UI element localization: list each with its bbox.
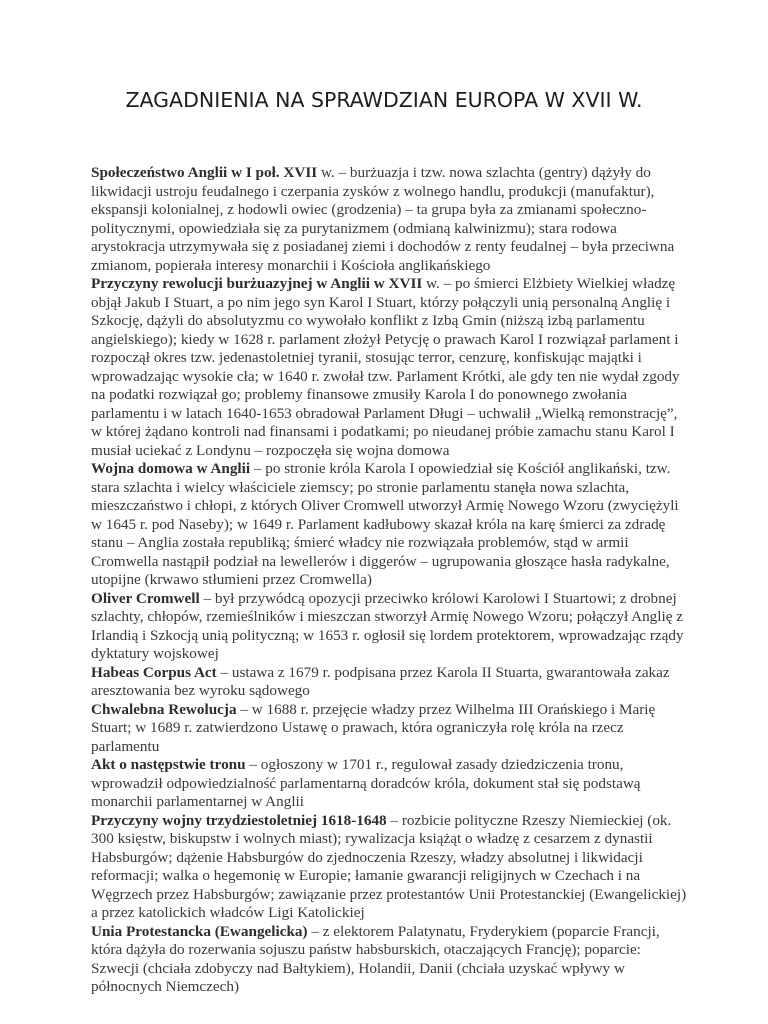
paragraph-habeas-corpus [91,664,691,701]
paragraph-text: – burżuazja i tzw. nowa szlachta (gentry) dążyły do likwidacji ustroju feudalnego i czerpania zysków z wolnego handlu, produkcji (manufaktur), ekspansji kolonialnej, z hodowli owiec (grodzenia) – ta grupa była za zmianami społeczno-politycznymi, opowiedziała się za purytanizmem (odmianą kalwinizmu); stara rodowa arystokracja utrzymywała się z posiadanej ziemi i dochodów z renty feudalnej – była przeciwna zmianom, popierała interesy monarchii i Kościoła anglikańskiego [91,164,675,274]
paragraph-wojna-trzydziestoletnia [91,812,691,923]
term-connector: w. [422,275,440,292]
term-heading: Oliver Cromwell [91,589,200,607]
paragraph-text: – z elektorem Palatynatu, Fryderykiem (poparcie Francji, która dążyła do rozerwania sojuszu państw habsburskich, otaczających Francję); poparcie: Szwecji (chciała zdobyczy nad Bałtykiem), Holandii, Danii (chciała uzyskać wpływy w północnych Niemczech) [91,922,660,995]
paragraph-wojna-domowa [91,460,691,590]
term-heading: Przyczyny wojny trzydziestoletniej 1618-1648 [91,811,387,829]
term-heading: Unia Protestancka (Ewangelicka) [91,922,308,940]
term-heading: Społeczeństwo Anglii w I poł. XVII [91,164,318,181]
paragraph-unia-protestancka [91,923,691,997]
paragraph-text: – w 1688 r. przejęcie władzy przez Wilhelma III Orańskiego i Marię Stuart; w 1689 r. zatwierdzono Ustawę o prawach, która ograniczyła rolę króla na rzecz parlamentu [91,700,656,755]
paragraph-oliver-cromwell [91,590,691,664]
paragraph-chwalebna-rewolucja [91,701,691,757]
term-heading: Akt o następstwie tronu [91,756,246,773]
paragraph-text: – po śmierci Elżbiety Wielkiej władzę objął Jakub I Stuart, a po nim jego syn Karol I Stuart, którzy połączyli unią personalną Anglię i Szkocję, dążyli do absolutyzmu co wywołało konflikt z Izbą Gmin (niższą izbą parlamentu angielskiego); kiedy w 1628 r. parlament złożył Petycję o prawach Karol I rozwiązał parlament i rozpoczął okres tzw. jedenastoletniej tyranii, stosując terror, cenzurę, konfiskując majątki i wprowadzając wysokie cła; w 1640 r. zwołał tzw. Parlament Krótki, ale gdy ten nie wydał zgody na podatki rozwiązał go; problemy finansowe zmusiły Karola I do ponownego zwołania parlamentu i w latach 1640-1653 obradował Parlament Długi – uchwalił „Wielką remonstrację”, w której żądano kontroli nad finansami i podatkami; po nieudanej próbie zamachu stanu Karol I musiał uciekać z Londynu – rozpoczęła się wojna domowa [91,275,680,459]
document-title: ZAGADNIENIA NA SPRAWDZIAN EUROPA W XVII W. [125,88,643,112]
paragraph-text: – ogłoszony w 1701 r., regulował zasady dziedziczenia tronu, wprowadził odpowiedzialność parlamentarną doradców króla, dokument stał się podstawą monarchii parlamentarnej w Anglii [91,756,641,810]
paragraph-spoleczenstwo-anglii [91,164,691,275]
paragraph-text: – rozbicie polityczne Rzeszy Niemieckiej (ok. 300 księstw, biskupstw i wolnych miast); rywalizacja książąt o władzę z cesarzem z dynastii Habsburgów; dążenie Habsburgów do zjednoczenia Rzeszy, władzy absolutnej i likwidacji reformacji; walka o hegemonię w Europie; łamanie gwarancji religijnych w Czechach i na Węgrzech przez Habsburgów; zawiązanie przez protestantów Unii Protestanckiej (Ewangelickiej) a przez katolickich władców Ligi Katolickiej [91,811,687,921]
paragraph-text: – po stronie króla Karola I opowiedział się Kościół anglikański, tzw. stara szlachta i wielcy właściciele ziemscy; po stronie parlamentu stanęła nowa szlachta, mieszczaństwo i chłopi, z których Oliver Cromwell utworzył Armię Nowego Wzoru (zwyciężyli w 1645 r. pod Naseby); w 1649 r. Parlament kadłubowy skazał króla na karę śmierci za zdradę stanu – Anglia została republiką; śmierć władcy nie rozwiązała problemów, stąd w armii Cromwella nastąpił podział na lewellerów i diggerów – ugrupowania głoszące hasła radykalne, utopijne (krwawo stłumieni przez Cromwella) [91,460,679,588]
paragraph-text: – ustawa z 1679 r. podpisana przez Karola II Stuarta, gwarantowała zakaz aresztowania bez wyroku sądowego [91,663,670,699]
term-heading: Habeas Corpus Act [91,663,217,681]
term-connector: w. [317,164,335,181]
paragraph-text: – był przywódcą opozycji przeciwko królowi Karolowi I Stuartowi; z drobnej szlachty, chłopów, rzemieślników i mieszczan stworzył Armię Nowego Wzoru; połączył Anglię z Irlandią i Szkocją unią polityczną; w 1653 r. ogłosił się lordem protektorem, wprowadzając rządy dyktatury wojskowej [91,589,684,662]
term-heading: Wojna domowa w Anglii [91,460,251,477]
paragraph-przyczyny-rewolucji [91,275,691,460]
term-heading: Przyczyny rewolucji burżuazyjnej w Anglii w XVII [91,275,423,292]
paragraph-akt-o-nastepstwie [91,756,691,812]
term-heading: Chwalebna Rewolucja [91,700,237,718]
document-body [91,164,691,997]
